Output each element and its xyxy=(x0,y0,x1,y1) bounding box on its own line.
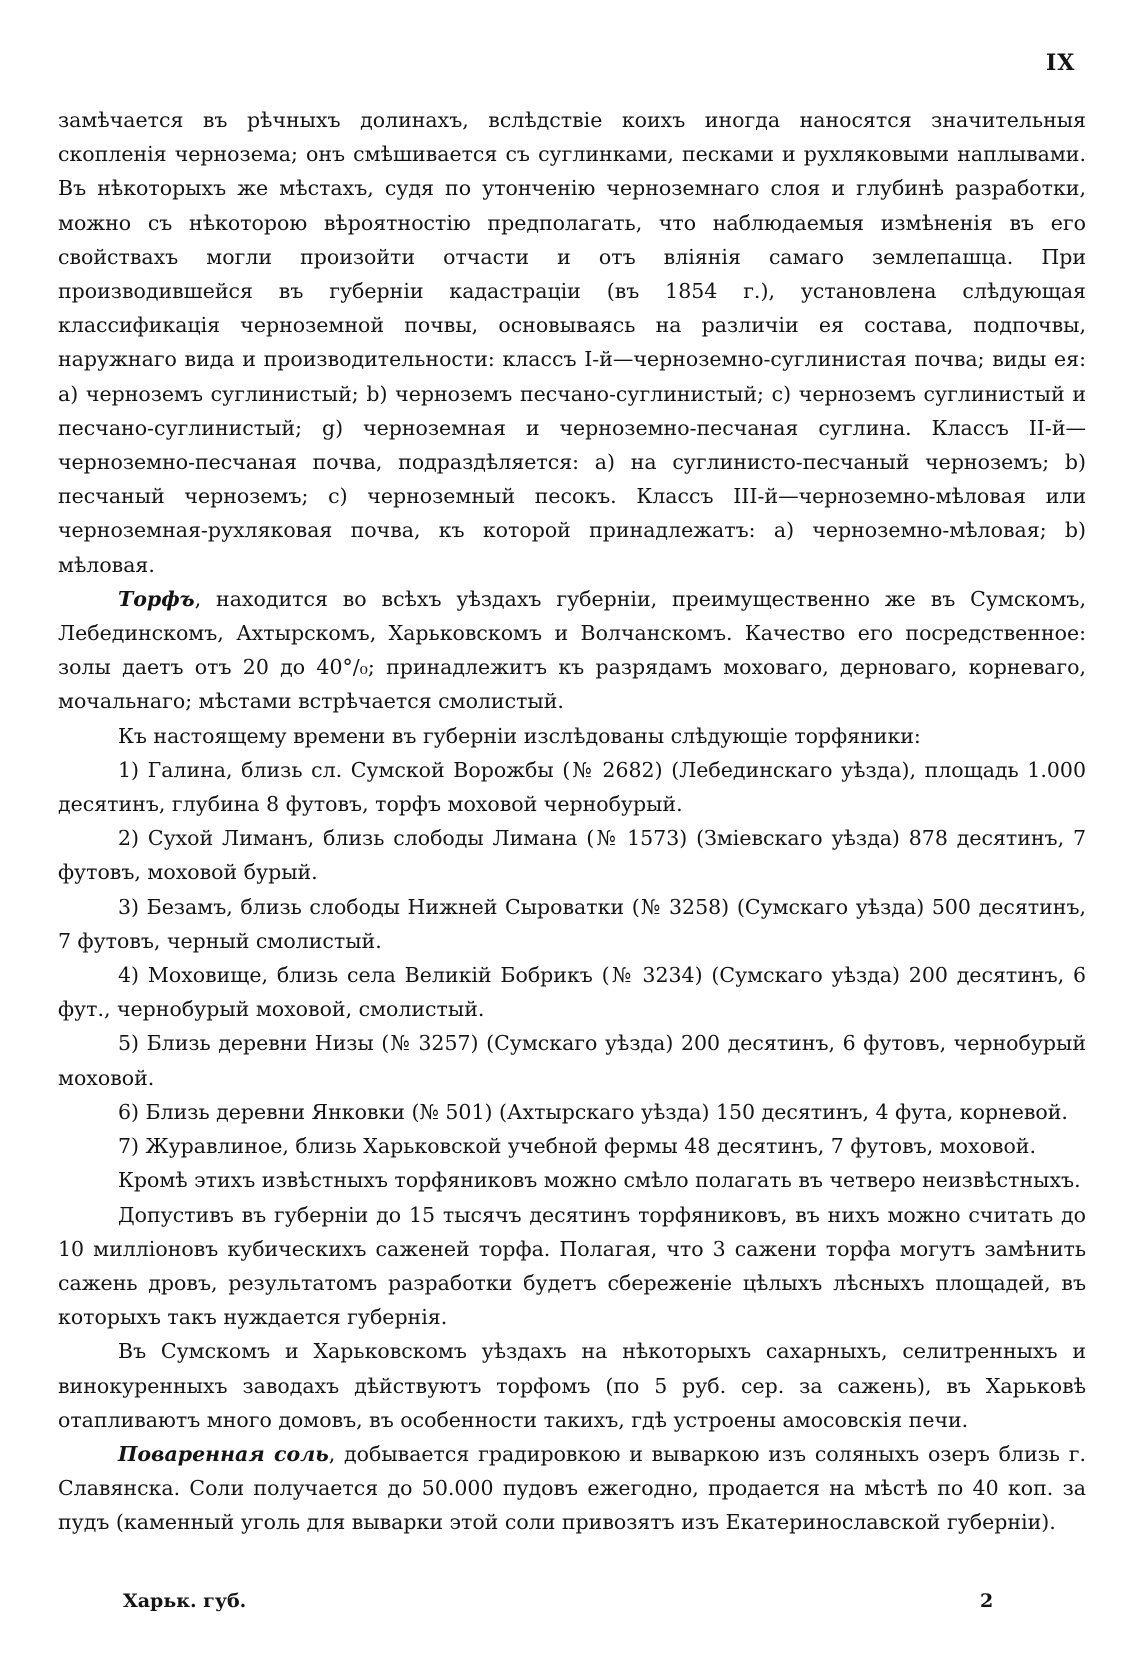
paragraph-chernozem: замѣчается въ рѣчныхъ долинахъ, вслѣдствіе коихъ иногда наносятся значительныя скопленія чернозема; онъ смѣшивается съ суглинками, песками и рухляковыми наплывами. Въ нѣкоторыхъ же мѣстахъ, судя по утонченію черноземнаго слоя и глубинѣ разработки, можно съ нѣкоторою вѣроятностію предполагать, что наблюдаемыя измѣненія въ его свойствахъ могли произойти отчасти и отъ вліянія самаго землепашца. При производившейся въ губерніи кадастраціи (въ 1854 г.), установлена слѣдующая классификація черноземной почвы, основываясь на различіи ея состава, подпочвы, наружнаго вида и производительности: классъ I-й—черноземно-суглинистая почва; виды ея: a) черноземъ суглинистый; b) черноземъ песчано-суглинистый; c) черноземъ суглинистый и песчано-суглинистый; g) черноземная и черноземно-песчаная суглина. Классъ II-й—черноземно-песчаная почва, подраздѣляется: a) на суглинисто-песчаный черноземъ; b) песчаный черноземъ; c) черноземный песокъ. Классъ III-й—черноземно-мѣловая или черноземная-рухляковая почва, къ которой принадлежатъ: a) черноземно-мѣловая; b) мѣловая. xyxy=(58,108,1086,577)
body-text xyxy=(58,103,1086,1540)
peat-list-item: 7) Журавлиное, близь Харьковской учебной фермы 48 десятинъ, 7 футовъ, моховой. xyxy=(118,1134,1036,1159)
peat-list-item: 2) Сухой Лиманъ, близь слободы Лимана (№ 1573) (Зміевскаго уѣзда) 878 десятинъ, 7 футовъ, моховой бурый. xyxy=(58,826,1086,885)
salt-description: , добывается градировкою и вываркою изъ соляныхъ озеръ близь г. Славянска. Соли получается до 50.000 пудовъ ежегодно, продается на мѣстѣ по 40 коп. за пудъ (каменный уголь для выварки этой соли привозятъ изъ Екатеринославской губерніи). xyxy=(58,1441,1086,1535)
peat-list-item: 3) Безамъ, близь слободы Нижней Сыроватки (№ 3258) (Сумскаго уѣзда) 500 десятинъ, 7 футовъ, черный смолистый. xyxy=(58,894,1086,953)
peat-description: , находится во всѣхъ уѣздахъ губерніи, преимущественно же въ Сумскомъ, Лебединскомъ, Ахтырскомъ, Харьковскомъ и Волчанскомъ. Качество его посредственное: золы даетъ отъ 20 до 40°/₀; принадлежитъ къ разрядамъ моховаго, дерноваго, корневаго, мочальнаго; мѣстами встрѣчается смолистый. xyxy=(58,586,1086,714)
term-salt: Поваренная соль xyxy=(118,1441,329,1466)
paragraph-peat-estimate: Допустивъ въ губерніи до 15 тысячъ десятинъ торфяниковъ, въ нихъ можно считать до 10 милліоновъ кубическихъ саженей торфа. Полагая, что 3 сажени торфа могутъ замѣнить сажень дровъ, результатомъ разработки будетъ сбереженіе цѣлыхъ лѣсныхъ площадей, въ которыхъ такъ нуждается губернія. xyxy=(58,1202,1086,1330)
footer-sheet-number: 2 xyxy=(980,1590,994,1612)
paragraph-peat-intro: Къ настоящему времени въ губерніи изслѣдованы слѣдующіе торфяники: xyxy=(118,723,921,748)
footer-signature: Харьк. губ. xyxy=(123,1590,247,1612)
page-number: IX xyxy=(1046,50,1076,76)
term-peat: Торфъ xyxy=(118,586,195,611)
peat-list-item: 1) Галина, близь сл. Сумской Ворожбы (№ 2682) (Лебединскаго уѣзда), площадь 1.000 десятинъ, глубина 8 футовъ, торфъ моховой чернобурый. xyxy=(58,757,1086,817)
paragraph-salt xyxy=(58,1437,1086,1540)
paragraph-peat-unknown: Кромѣ этихъ извѣстныхъ торфяниковъ можно смѣло полагать въ четверо неизвѣстныхъ. xyxy=(118,1168,1081,1193)
peat-list-item: 6) Близь деревни Янковки (№ 501) (Ахтырскаго уѣзда) 150 десятинъ, 4 фута, корневой. xyxy=(118,1099,1068,1124)
paragraph-peat xyxy=(58,582,1086,719)
paragraph-peat-usage: Въ Сумскомъ и Харьковскомъ уѣздахъ на нѣкоторыхъ сахарныхъ, селитренныхъ и винокуренныхъ заводахъ дѣйствуютъ торфомъ (по 5 руб. сер. за сажень), въ Харьковѣ отапливаютъ много домовъ, въ особенности такихъ, гдѣ устроены амосовскія печи. xyxy=(58,1339,1086,1432)
peat-list-item: 5) Близь деревни Низы (№ 3257) (Сумскаго уѣзда) 200 десятинъ, 6 футовъ, чернобурый моховой. xyxy=(58,1031,1086,1090)
peat-list-item: 4) Моховище, близь села Великій Бобрикъ (№ 3234) (Сумскаго уѣзда) 200 десятинъ, 6 фут., чернобурый моховой, смолистый. xyxy=(58,963,1086,1022)
